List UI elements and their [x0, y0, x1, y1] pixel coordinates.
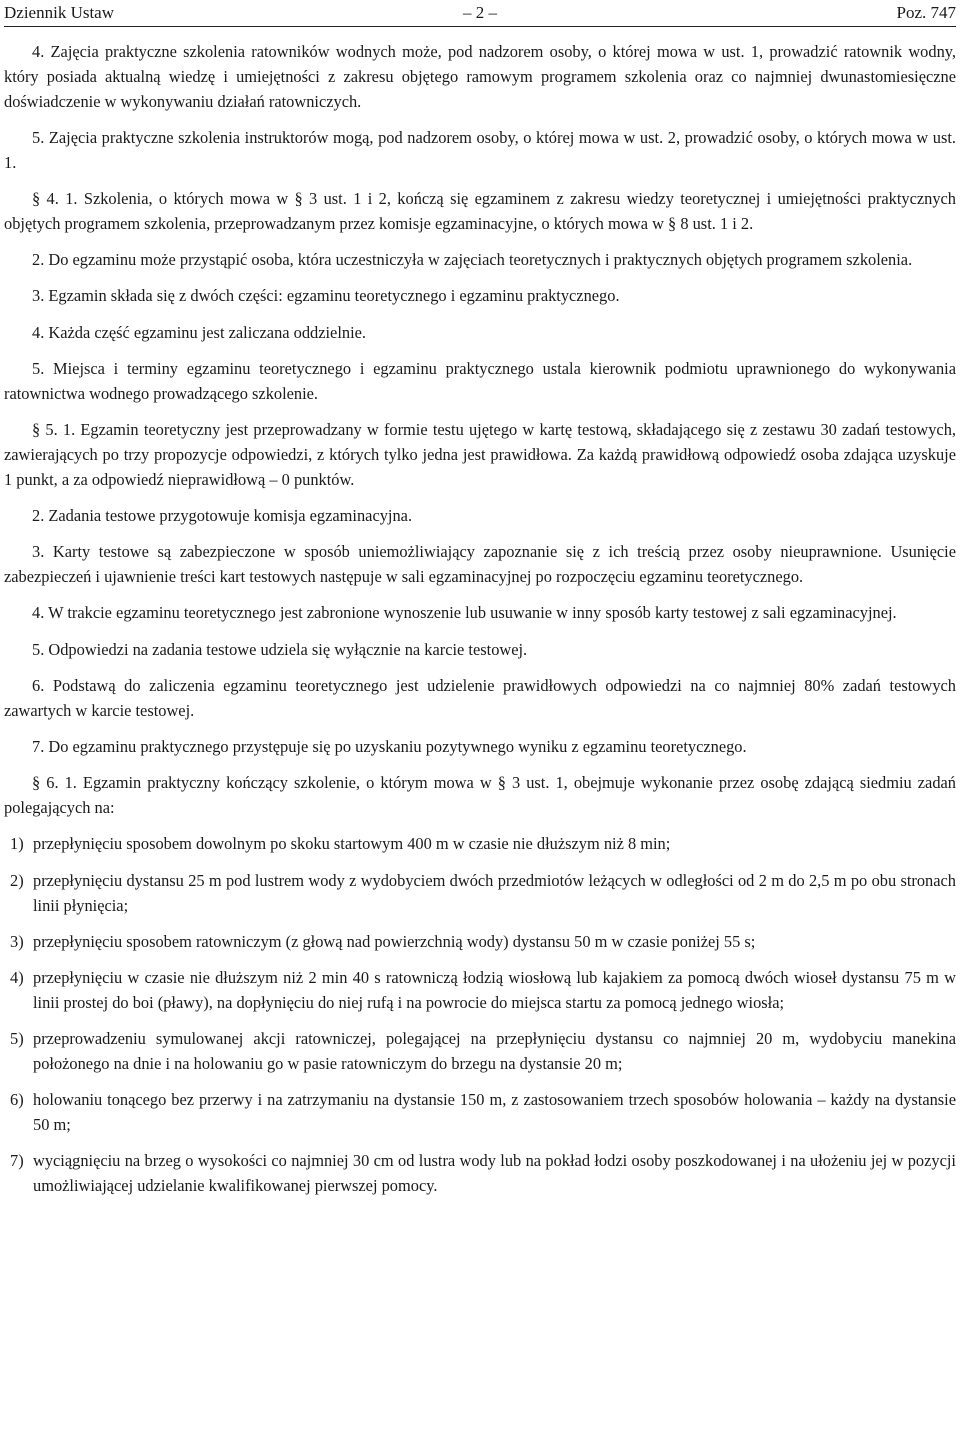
list-item: [4, 869, 956, 919]
header-rule: [4, 26, 956, 27]
list-item: [4, 1088, 956, 1138]
list-item: [4, 832, 956, 857]
list-item: [4, 966, 956, 1016]
section-paragraph: § 4. 1. Szkolenia, o których mowa w § 3 ust. 1 i 2, kończą się egzaminem z zakresu wiedzy teoretycznej i umiejętności praktycznych objętych programem szkolenia, przeprowadzanym przez komisje egzaminacyjne, o których mowa w § 8 ust. 1 i 2.: [4, 188, 956, 233]
list-item-number: 1): [10, 834, 24, 854]
journal-title: Dziennik Ustaw: [4, 3, 115, 22]
list-item: [4, 1149, 956, 1199]
list-item-text: holowaniu tonącego bez przerwy i na zatrzymaniu na dystansie 150 m, z zastosowaniem trzech sposobów holowania – każdy na dystansie 50 m;: [33, 1090, 956, 1135]
paragraph: 7. Do egzaminu praktycznego przystępuje się po uzyskaniu pozytywnego wyniku z egzaminu teoretycznego.: [32, 737, 747, 757]
list-item-text: przepłynięciu sposobem ratowniczym (z głową nad powierzchnią wody) dystansu 50 m w czasie poniżej 55 s;: [33, 931, 756, 951]
paragraph: 5. Odpowiedzi na zadania testowe udziela się wyłącznie na karcie testowej.: [32, 639, 528, 659]
list-item-text: przepłynięciu sposobem dowolnym po skoku startowym 400 m w czasie nie dłuższym niż 8 min;: [33, 834, 671, 854]
list-item-number: 3): [10, 931, 24, 951]
paragraph: 4. Zajęcia praktyczne szkolenia ratowników wodnych może, pod nadzorem osoby, o której mowa w ust. 1, prowadzić ratownik wodny, który posiada aktualną wiedzę i umiejętności z zakresu objętego ramowym programem szkolenia oraz co najmniej dwunastomiesięczne doświadczenie w wykonywaniu działań ratowniczych.: [4, 42, 956, 111]
list-item-text: przepłynięciu w czasie nie dłuższym niż 2 min 40 s ratowniczą łodzią wiosłową lub kajakiem za pomocą dwóch wioseł dystansu 75 m w linii prostej do boi (pławy), na dopłynięciu do niej rufą i na powrocie do miejsca startu za pomocą jednego wiosła;: [33, 968, 956, 1012]
paragraph: 3. Karty testowe są zabezpieczone w sposób uniemożliwiający zapoznanie się z ich treścią przez osoby nieuprawnione. Usunięcie zabezpieczeń i ujawnienie treści kart testowych następuje w sali egzaminacyjnej po rozpoczęciu egzaminu teoretycznego.: [4, 542, 956, 587]
paragraph: 4. Każda część egzaminu jest zaliczana oddzielnie.: [32, 322, 367, 342]
section-paragraph: § 6. 1. Egzamin praktyczny kończący szkolenie, o którym mowa w § 3 ust. 1, obejmuje wykonanie przez osobę zdającą siedmiu zadań polegających na:: [4, 773, 956, 818]
list-item-text: przepłynięciu dystansu 25 m pod lustrem wody z wydobyciem dwóch przedmiotów leżących w odległości od 2 m do 2,5 m po obu stronach linii płynięcia;: [33, 870, 956, 915]
paragraph: 5. Zajęcia praktyczne szkolenia instruktorów mogą, pod nadzorem osoby, o której mowa w ust. 2, prowadzić osoby, o których mowa w ust. 1.: [4, 127, 956, 172]
page-header: [4, 0, 956, 26]
list-item: [4, 930, 956, 955]
position-number: Poz. 747: [896, 3, 956, 22]
section-paragraph: § 5. 1. Egzamin teoretyczny jest przeprowadzany w formie testu ujętego w kartę testową, składającego się z zestawu 30 zadań testowych, zawierających po trzy propozycje odpowiedzi, z których tylko jedna jest prawidłowa. Za każdą prawidłową odpowiedź osoba zdająca uzyskuje 1 punkt, a za odpowiedź nieprawidłową – 0 punktów.: [4, 420, 956, 489]
paragraph: 2. Do egzaminu może przystąpić osoba, która uczestniczyła w zajęciach teoretycznych i praktycznych objętych programem szkolenia.: [32, 250, 913, 270]
list-item-number: 6): [10, 1090, 24, 1110]
paragraph: 2. Zadania testowe przygotowuje komisja egzaminacyjna.: [32, 505, 413, 525]
list-item-number: 2): [10, 870, 24, 890]
list-item-number: 4): [10, 968, 24, 988]
list-item-number: 7): [10, 1151, 24, 1171]
list-item: [4, 1027, 956, 1077]
document-body: [4, 40, 956, 1210]
list-item-text: wyciągnięciu na brzeg o wysokości co najmniej 30 cm od lustra wody lub na pokład łodzi osoby poszkodowanej i na ułożeniu jej w pozycji umożliwiającej udzielanie kwalifikowanej pierwszej pomocy.: [33, 1151, 956, 1196]
paragraph: 5. Miejsca i terminy egzaminu teoretycznego i egzaminu praktycznego ustala kierownik podmiotu uprawnionego do wykonywania ratownictwa wodnego prowadzącego szkolenie.: [4, 358, 956, 403]
paragraph: 6. Podstawą do zaliczenia egzaminu teoretycznego jest udzielenie prawidłowych odpowiedzi na co najmniej 80% zadań testowych zawartych w karcie testowej.: [4, 675, 956, 720]
list-item-number: 5): [10, 1029, 24, 1049]
paragraph: 4. W trakcie egzaminu teoretycznego jest zabronione wynoszenie lub usuwanie w inny sposób karty testowej z sali egzaminacyjnej.: [32, 603, 897, 623]
paragraph: 3. Egzamin składa się z dwóch części: egzaminu teoretycznego i egzaminu praktycznego.: [32, 286, 620, 306]
exam-tasks-list: [4, 832, 956, 1199]
list-item-text: przeprowadzeniu symulowanej akcji ratowniczej, polegającej na przepłynięciu dystansu co najmniej 20 m, wydobyciu manekina położonego na dnie i na holowaniu go w pasie ratowniczym do brzegu na dystansie 20 m;: [33, 1029, 956, 1073]
page-number: – 2 –: [463, 3, 497, 22]
